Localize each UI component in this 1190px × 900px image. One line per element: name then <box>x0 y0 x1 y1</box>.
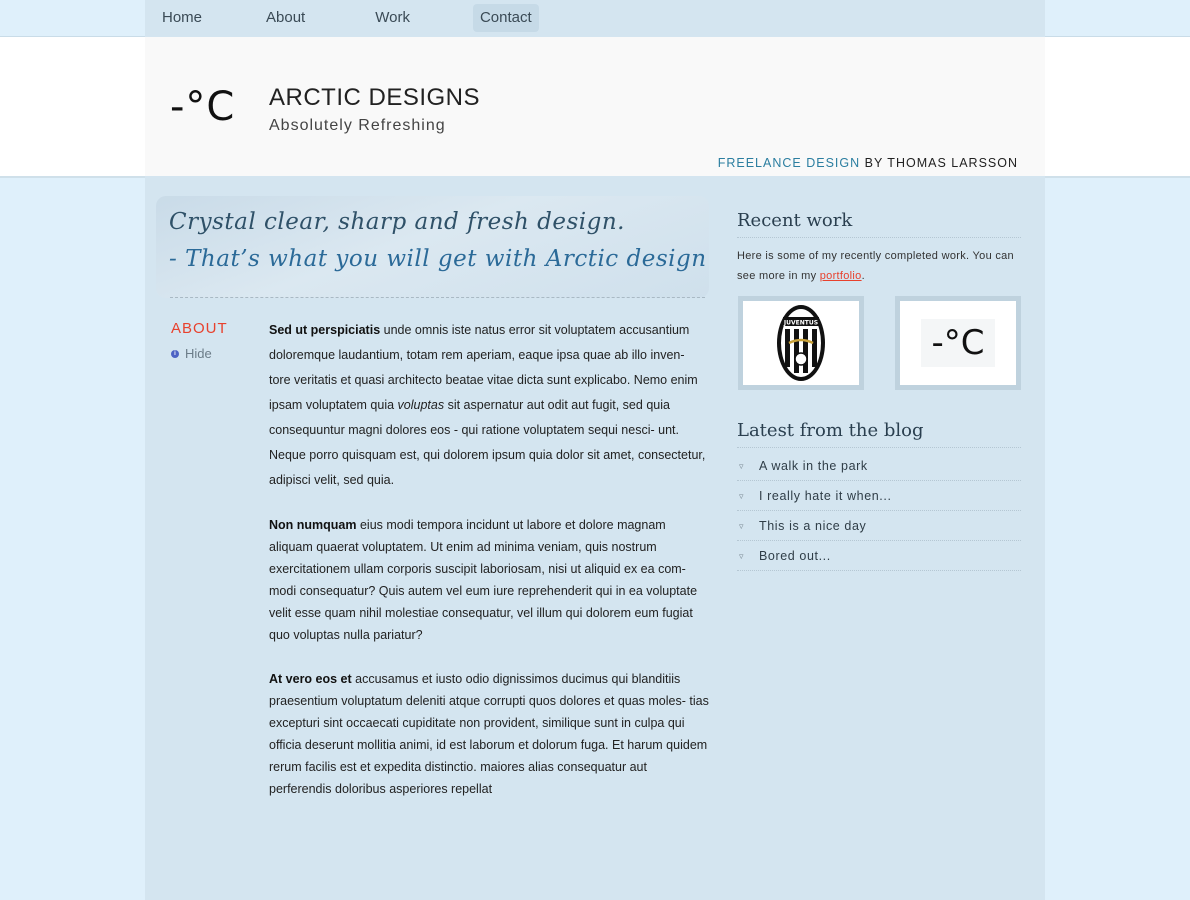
nav-home[interactable]: Home <box>162 9 203 26</box>
hide-toggle[interactable] <box>171 346 212 361</box>
tagline-line-2: - That’s what you will get with Arctic design <box>169 246 707 272</box>
site-logo[interactable]: -°C <box>170 84 236 130</box>
pin-icon: ▿ <box>739 520 745 531</box>
about-heading: ABOUT <box>171 320 228 337</box>
paragraph-1-text-a: unde omnis iste natus error sit voluptatem accusantium doloremque laudantium, totam rem aperiam, eaque ipsa quae ab illo inven- tore veritatis et quasi architecto beatae vitae dicta sunt explicabo. Nemo enim ipsam voluptatem quia <box>269 323 698 412</box>
about-paragraph-3 <box>269 668 709 800</box>
about-paragraph-2 <box>269 514 709 646</box>
byline <box>718 156 1018 170</box>
site-subtitle: Absolutely Refreshing <box>269 117 446 134</box>
recent-work-text <box>737 246 1021 286</box>
paragraph-1-text-b: sit aspernatur aut odit aut fugit, sed quia consequuntur magni dolores eos - qui ratione voluptatem sequi nesci- unt. Neque porro quisquam est, qui dolorem ipsum quia dolor sit amet, consectetur, adipisci velit, sed quia. <box>269 398 706 487</box>
nav-work[interactable]: Work <box>375 9 410 26</box>
site-title: ARCTIC DESIGNS <box>269 84 481 111</box>
paragraph-2-lead: Non numquam <box>269 518 357 532</box>
thumbnail-frame <box>743 301 859 385</box>
recent-work-end: . <box>861 270 865 282</box>
nav-about[interactable]: About <box>266 9 306 26</box>
paragraph-2-text: eius modi tempora incidunt ut labore et dolore magnam aliquam quaerat voluptatem. Ut enim ad minima veniam, quis nostrum exercitationem ullam corporis suscipit laboriosam, nisi ut aliquid ex ea com- modi consequatur? Quis autem vel eum iure reprehenderit qui in ea voluptate velit esse quam nihil molestiae consequatur, vel illum qui dolorem eum fugiat quo voluptas nulla pariatur? <box>269 518 698 642</box>
paragraph-3-text: accusamus et iusto odio dignissimos ducimus qui blanditiis praesentium voluptatum deleniti atque corrupti quos dolores et quas moles- tias excepturi sint occaecati cupiditate non provident, similique sunt in culpa qui officia deserunt mollitia animi, id est laborum et dolorum fuga. Et harum quidem rerum facilis est et expedita distinctio. maiores alias consequatur aut perferendis doloribus asperiores repellat <box>269 672 709 796</box>
blog-heading: Latest from the blog <box>737 420 1021 448</box>
blog-item[interactable] <box>737 541 1021 571</box>
blog-item[interactable] <box>737 511 1021 541</box>
blog-item-label: This is a nice day <box>759 518 867 533</box>
blog-item-label: I really hate it when... <box>759 488 892 503</box>
work-thumbnail-arctic[interactable] <box>895 296 1021 390</box>
paragraph-1-lead: Sed ut perspiciatis <box>269 323 381 337</box>
blog-item-label: Bored out... <box>759 548 831 563</box>
main-nav <box>155 4 539 32</box>
info-icon: i <box>171 350 179 358</box>
pin-icon: ▿ <box>739 550 745 561</box>
pin-icon: ▿ <box>739 460 745 471</box>
juventus-wordmark: JUVENTUS <box>783 319 819 327</box>
juventus-logo-icon <box>775 303 827 383</box>
nav-contact[interactable]: Contact <box>473 4 539 32</box>
blog-list <box>737 451 1021 571</box>
hide-label: Hide <box>185 346 212 361</box>
blog-item[interactable] <box>737 451 1021 481</box>
arctic-logo-icon: -°C <box>921 319 994 367</box>
pin-icon: ▿ <box>739 490 745 501</box>
tagline-divider <box>170 297 705 298</box>
blog-item[interactable] <box>737 481 1021 511</box>
paragraph-1-italic: voluptas <box>397 398 445 412</box>
paragraph-3-lead: At vero eos et <box>269 672 352 686</box>
about-paragraph-1 <box>269 318 709 493</box>
byline-author: BY THOMAS LARSSON <box>860 156 1018 170</box>
byline-accent: FREELANCE DESIGN <box>717 156 861 170</box>
work-thumbnail-juventus[interactable] <box>738 296 864 390</box>
tagline-line-1: Crystal clear, sharp and fresh design. <box>169 209 625 235</box>
blog-item-label: A walk in the park <box>759 458 868 473</box>
thumbnail-frame <box>900 301 1016 385</box>
recent-work-heading: Recent work <box>737 210 1021 238</box>
recent-work-intro: Here is some of my recently completed work. You can see more in my <box>737 250 1014 282</box>
portfolio-link[interactable]: portfolio <box>819 270 862 282</box>
